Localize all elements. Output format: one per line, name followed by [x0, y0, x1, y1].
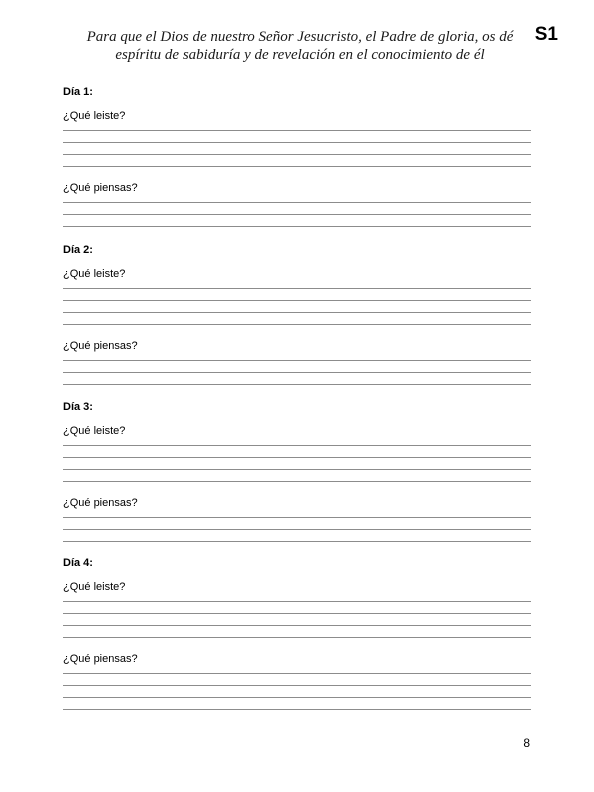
writing-line[interactable] — [63, 166, 531, 167]
writing-line[interactable] — [63, 154, 531, 155]
writing-line[interactable] — [63, 601, 531, 602]
read-question-label: ¿Qué leiste? — [63, 425, 126, 437]
session-code: S1 — [534, 24, 558, 45]
think-question-label: ¿Qué piensas? — [63, 182, 138, 194]
writing-line[interactable] — [63, 709, 531, 710]
writing-line[interactable] — [63, 372, 531, 373]
day-title: Día 4: — [63, 557, 93, 569]
header-verse — [80, 28, 520, 64]
writing-line[interactable] — [63, 697, 531, 698]
page-number: 8 — [523, 736, 530, 750]
writing-line[interactable] — [63, 457, 531, 458]
writing-line[interactable] — [63, 312, 531, 313]
writing-line[interactable] — [63, 130, 531, 131]
writing-line[interactable] — [63, 324, 531, 325]
writing-line[interactable] — [63, 214, 531, 215]
writing-line[interactable] — [63, 384, 531, 385]
think-question-label: ¿Qué piensas? — [63, 497, 138, 509]
writing-line[interactable] — [63, 625, 531, 626]
read-question-label: ¿Qué leiste? — [63, 581, 126, 593]
day-title: Día 1: — [63, 86, 93, 98]
writing-line[interactable] — [63, 202, 531, 203]
writing-line[interactable] — [63, 142, 531, 143]
think-question-label: ¿Qué piensas? — [63, 340, 138, 352]
writing-line[interactable] — [63, 481, 531, 482]
writing-line[interactable] — [63, 529, 531, 530]
writing-line[interactable] — [63, 637, 531, 638]
writing-line[interactable] — [63, 685, 531, 686]
verse-line-2: espíritu de sabiduría y de revelación en el conocimiento de él — [115, 47, 485, 63]
writing-line[interactable] — [63, 360, 531, 361]
day-title: Día 2: — [63, 244, 93, 256]
read-question-label: ¿Qué leiste? — [63, 110, 126, 122]
verse-line-1: Para que el Dios de nuestro Señor Jesucristo, el Padre de gloria, os dé — [86, 29, 514, 45]
writing-line[interactable] — [63, 288, 531, 289]
writing-line[interactable] — [63, 541, 531, 542]
writing-line[interactable] — [63, 445, 531, 446]
read-question-label: ¿Qué leiste? — [63, 268, 126, 280]
writing-line[interactable] — [63, 469, 531, 470]
writing-line[interactable] — [63, 673, 531, 674]
writing-line[interactable] — [63, 517, 531, 518]
writing-line[interactable] — [63, 226, 531, 227]
writing-line[interactable] — [63, 300, 531, 301]
writing-line[interactable] — [63, 613, 531, 614]
day-title: Día 3: — [63, 401, 93, 413]
think-question-label: ¿Qué piensas? — [63, 653, 138, 665]
